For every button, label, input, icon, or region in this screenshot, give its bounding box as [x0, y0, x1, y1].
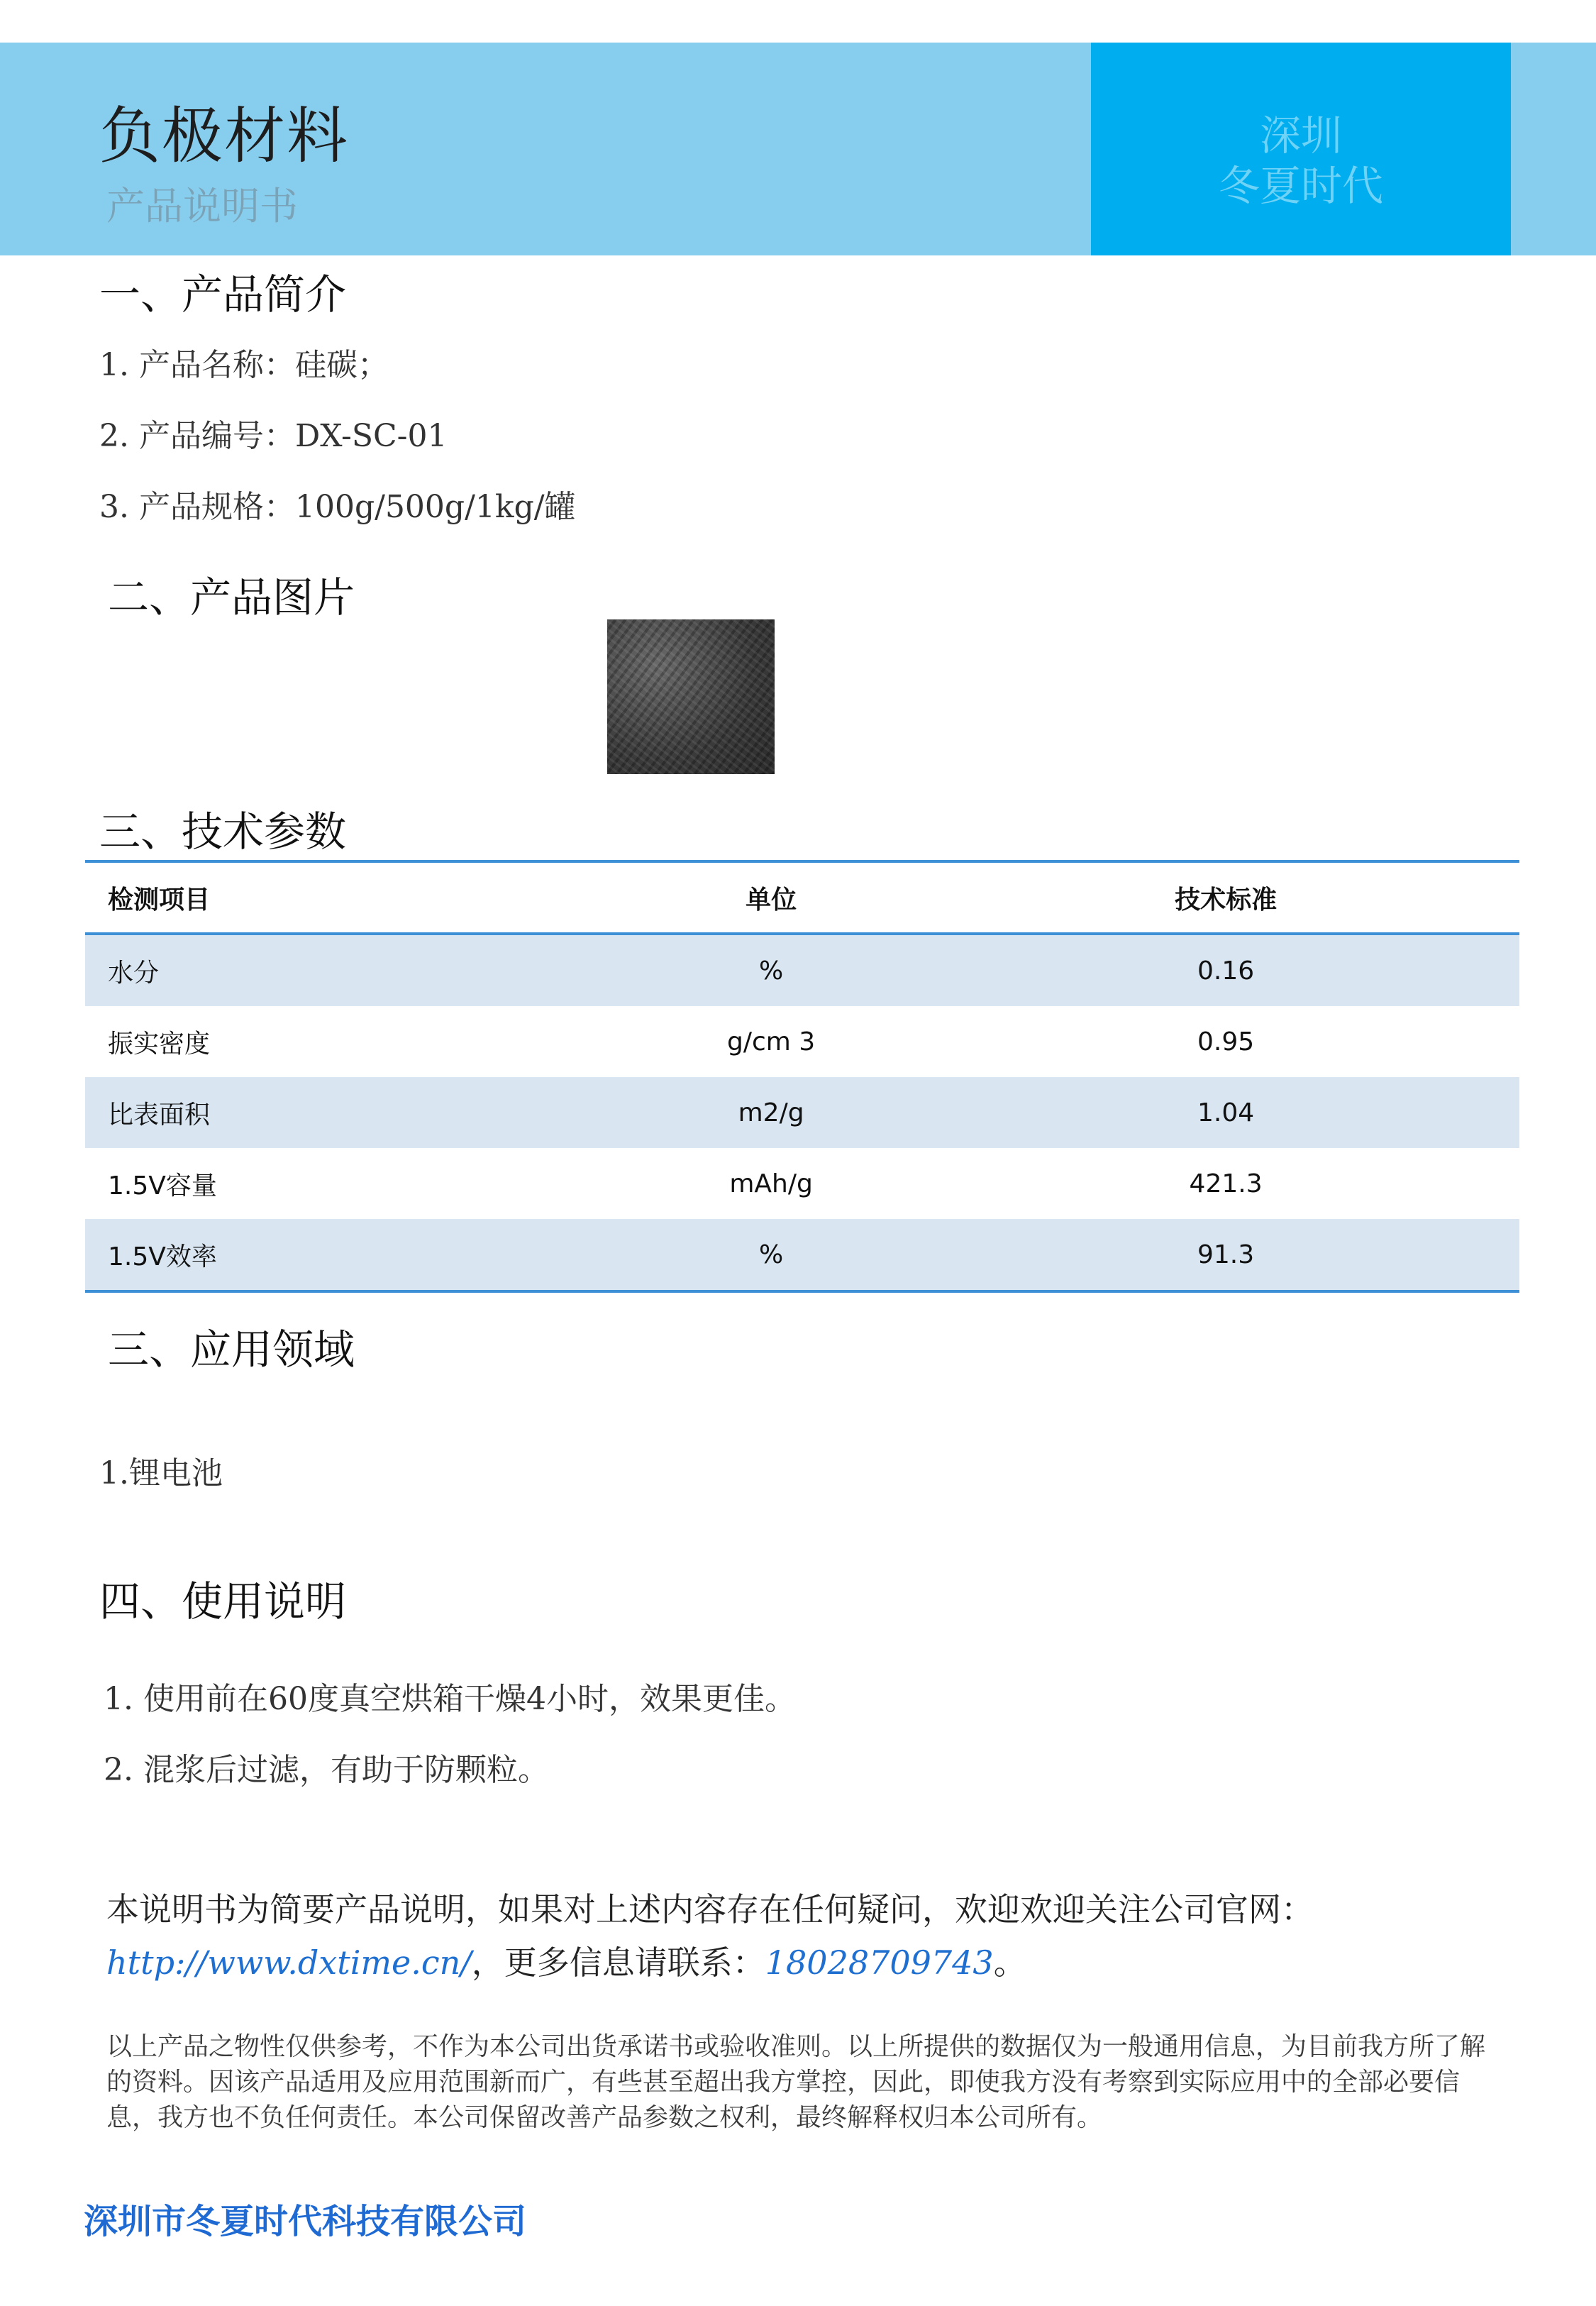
table-row: [85, 1006, 1519, 1077]
cell-item: 比表面积: [108, 1100, 211, 1130]
brand-line-2: 冬夏时代: [1218, 162, 1383, 210]
header-banner: [0, 43, 1596, 255]
column-header-unit: 单位: [746, 885, 797, 915]
intro-item-name: 1. 产品名称：硅碳；: [99, 347, 389, 383]
website-link[interactable]: http://www.dxtime.cn/: [106, 1943, 472, 1982]
table-row: [85, 934, 1519, 1006]
notice-line-2: [106, 1937, 1511, 1984]
cell-item: 1.5V容量: [108, 1171, 217, 1201]
cell-standard: 1.04: [1197, 1098, 1255, 1127]
cell-standard: 0.16: [1197, 956, 1255, 986]
column-header-item: 检测项目: [108, 885, 211, 915]
table-row: [85, 1077, 1519, 1148]
section-heading-picture: 二、产品图片: [108, 573, 355, 622]
section-heading-usage: 四、使用说明: [99, 1577, 347, 1626]
cell-unit: %: [758, 956, 784, 986]
usage-item-2: 2. 混浆后过滤，有助于防颗粒。: [104, 1752, 549, 1788]
table-row: [85, 1219, 1519, 1291]
cell-item: 1.5V效率: [108, 1242, 217, 1271]
cell-item: 振实密度: [108, 1029, 211, 1059]
intro-item-code: 2. 产品编号：DX-SC-01: [99, 418, 448, 454]
brand-box: [1091, 43, 1511, 255]
section-heading-application: 三、应用领域: [108, 1325, 355, 1374]
table-row: [85, 1148, 1519, 1219]
column-header-standard: 技术标准: [1175, 885, 1278, 915]
document-title: 负极材料: [99, 101, 349, 172]
phone-number: 18028709743: [765, 1943, 994, 1982]
application-item: 1.锂电池: [99, 1455, 223, 1491]
section-heading-params: 三、技术参数: [99, 807, 347, 856]
section-heading-intro: 一、产品简介: [99, 270, 347, 319]
brand-line-1: 深圳: [1259, 111, 1342, 160]
cell-unit: g/cm 3: [726, 1027, 816, 1057]
company-name: 深圳市冬夏时代科技有限公司: [84, 2202, 527, 2241]
cell-unit: mAh/g: [729, 1169, 813, 1198]
cell-standard: 91.3: [1197, 1240, 1255, 1269]
product-photo: [607, 619, 775, 774]
intro-item-spec: 3. 产品规格：100g/500g/1kg/罐: [99, 489, 576, 525]
document-subtitle: 产品说明书: [106, 184, 298, 228]
notice-line-1: 本说明书为简要产品说明，如果对上述内容存在任何疑问，欢迎欢迎关注公司官网：: [106, 1890, 1314, 1929]
cell-standard: 0.95: [1197, 1027, 1255, 1057]
cell-unit: %: [758, 1240, 784, 1269]
disclaimer-text: 以上产品之物性仅供参考，不作为本公司出货承诺书或验收准则。以上所提供的数据仅为一般通用信息，为目前我方所了解的资料。因该产品适用及应用范围新而广，有些甚至超出我方掌控，因此，即使我方没有考察到实际应用中的全部必要信息，我方也不负任何责任。本公司保留改善产品参数之权利，最终解释权归本公司所有。: [106, 2032, 1486, 2132]
notice-end: 。: [993, 1943, 1026, 1982]
cell-standard: 421.3: [1189, 1169, 1263, 1198]
usage-item-1: 1. 使用前在60度真空烘箱干燥4小时，效果更佳。: [104, 1681, 796, 1717]
notice-contact-text: ，更多信息请联系：: [471, 1943, 765, 1982]
parameters-table: [85, 860, 1519, 1293]
table-header-row: [85, 861, 1519, 934]
cell-item: 水分: [108, 958, 160, 988]
cell-unit: m2/g: [738, 1098, 804, 1127]
